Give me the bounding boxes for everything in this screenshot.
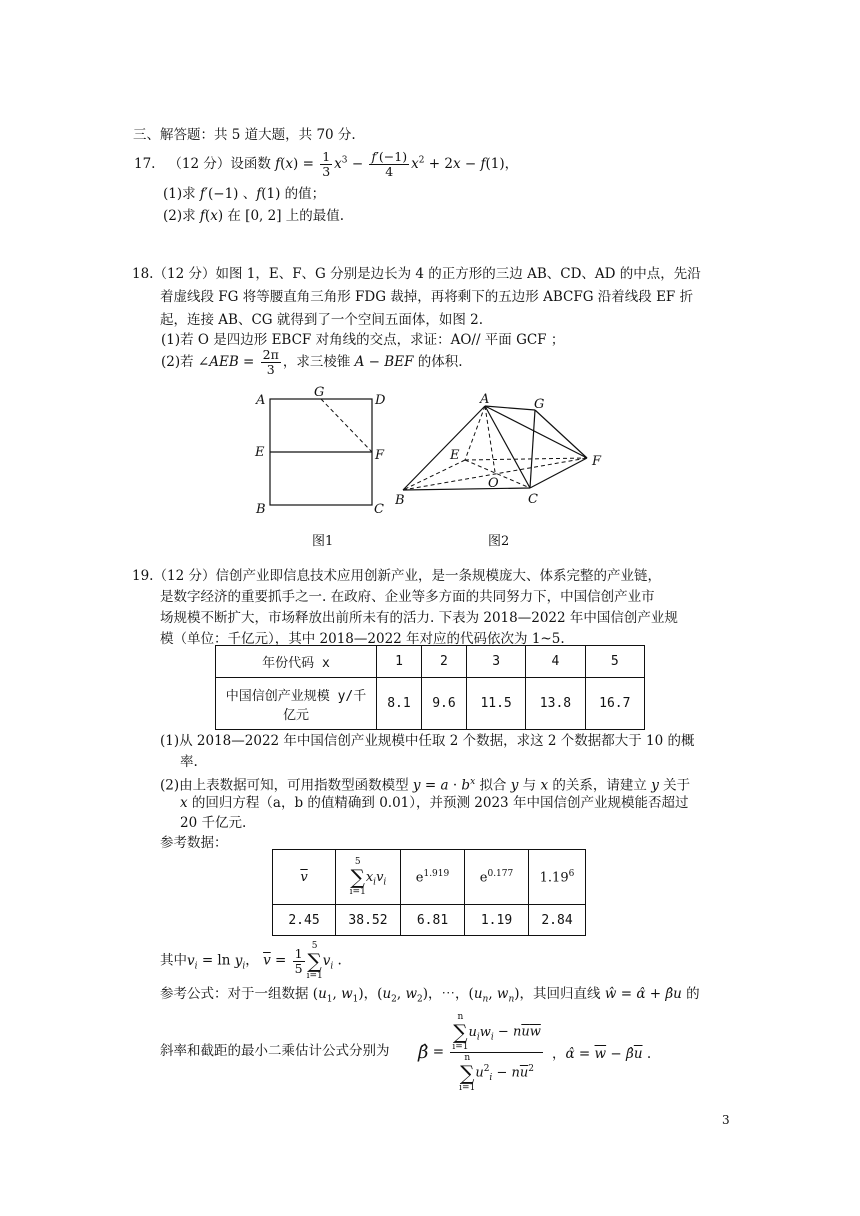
- q19-formula-intro: 参考公式：对于一组数据 ($u_1$, $w_1$)，($u_2$, $w_2$)，⋯，($u_n$, $w_n$)，其回归直线 ŵ = α̂ + β̂u 的: [160, 986, 700, 1005]
- fig2-label-G: G: [534, 397, 545, 412]
- fig2-label-A: A: [480, 392, 490, 407]
- page-number: 3: [722, 1113, 730, 1127]
- table1-code-3: 3: [466, 646, 525, 678]
- q18-part1: (1)若 O 是四边形 EBCF 对角线的交点，求证：AO// 平面 GCF ；: [161, 332, 565, 348]
- table2-value-1: 2.45: [273, 905, 336, 936]
- q18-line1: 18.（12 分）如图 1，E、F、G 分别是边长为 4 的正方形的三边 AB、CD、AD 的中点，先沿: [132, 266, 701, 282]
- table2-header-e2: $e^{0.177}$: [465, 850, 529, 905]
- fig2-label-F: F: [592, 454, 602, 469]
- table2-value-5: 2.84: [529, 905, 586, 936]
- table2-header-pow: 1.19$^6$: [529, 850, 586, 905]
- figure-1: [250, 385, 390, 520]
- fig1-label-G: G: [314, 385, 325, 400]
- table1-value-3: 11.5: [466, 678, 525, 730]
- table1-value-1: 8.1: [377, 678, 422, 730]
- table1-value-4: 13.8: [526, 678, 585, 730]
- fig1-label-C: C: [374, 502, 384, 517]
- fig2-label-C: C: [528, 492, 538, 507]
- table2-header-e1: $e^{1.919}$: [401, 850, 465, 905]
- q19-part2-b: x 的回归方程（a，b 的值精确到 0.01），并预测 2023 年中国信创产业规模能否超过: [180, 795, 689, 811]
- q19-line3: 场规模不断扩大，市场释放出前所未有的活力. 下表为 2018—2022 年中国信创产业规: [160, 610, 678, 626]
- q19-line1: 19.（12 分）信创产业即信息技术应用创新产业，是一条规模庞大、体系完整的产业链，: [132, 568, 661, 584]
- table1-code-2: 2: [421, 646, 466, 678]
- q19-line2: 是数字经济的重要抓手之一. 在政府、企业等多方面的共同努力下，中国信创产业市: [160, 589, 655, 605]
- fig2-label-B: B: [395, 493, 405, 508]
- table2-header-sum: 5 ∑ $i=1x_iv_i$: [336, 850, 401, 905]
- beta-formula: β̂ = n ∑ $i=1u_iw_i - n\overline{u}\overline{w}$ n ∑ $i=1u^2_i - n\overline{u}^2$: [418, 1012, 541, 1093]
- table1-code-5: 5: [585, 646, 644, 678]
- fig1-label-B: B: [256, 502, 266, 517]
- section-heading: 三、解答题：共 5 道大题，共 70 分.: [133, 127, 356, 143]
- fig2-label-O: O: [488, 476, 499, 491]
- fig1-caption: 图1: [312, 534, 334, 549]
- table1-value-2: 9.6: [421, 678, 466, 730]
- q18-line3: 起，连接 AB、CG 就得到了一个空间五面体，如图 2.: [160, 312, 484, 328]
- q17-stem: 17. （12 分）设函数 f(x) = $\frac{1}{3}$ $x^3$ − $\frac{f'(-1)}{4}$ $x^2 + 2x - f(1)$，: [134, 149, 519, 179]
- fig1-label-E: E: [255, 445, 265, 460]
- table1-header-y: 中国信创产业规模 y/千 亿元: [216, 678, 377, 730]
- q19-where: 其中$v_i = \ln y_i$， $\overline{v}$ = $\frac{1}{5}$ 5 ∑ $i=1v_i$ .: [160, 941, 342, 981]
- q19-part1-a: (1)从 2018—2022 年中国信创产业规模中任取 2 个数据，求这 2 个数据都大于 10 的概: [160, 733, 695, 749]
- table2-value-2: 38.52: [336, 905, 401, 936]
- q19-formula-line2: 斜率和截距的最小二乘估计公式分别为: [160, 1043, 390, 1059]
- q19-ref-label: 参考数据：: [160, 835, 228, 851]
- fig1-label-A: A: [256, 393, 266, 408]
- q19-data-table: [215, 645, 645, 730]
- q18-part2: (2)若 ∠AEB = $\frac{2\pi}{3}$ ，求三棱锥 A − BEF 的体积.: [161, 347, 463, 377]
- figure-2: [395, 390, 615, 515]
- table1-code-1: 1: [377, 646, 422, 678]
- table1-header-x: 年份代码 x: [216, 646, 377, 678]
- q19-part2-c: 20 千亿元.: [180, 815, 247, 831]
- fig1-label-F: F: [375, 448, 385, 463]
- q19-reference-table: [272, 849, 586, 936]
- alpha-formula: ，α̂ = $\overline{w}$ − $\betâ\overline{u}$ .: [552, 1046, 652, 1062]
- table1-code-4: 4: [526, 646, 585, 678]
- q19-part1-b: 率.: [180, 754, 198, 770]
- table2-value-4: 1.19: [465, 905, 529, 936]
- q19-line4: 模（单位：千亿元），其中 2018—2022 年对应的代码依次为 1~5.: [160, 631, 565, 647]
- table2-value-3: 6.81: [401, 905, 465, 936]
- q17-part2: (2)求 f(x) 在 [0, 2] 上的最值.: [163, 208, 345, 224]
- fig1-label-D: D: [375, 393, 386, 408]
- q19-part2-a: (2)由上表数据可知，可用指数型函数模型 $y = a \cdot b^x$ 拟合 y 与 x 的关系，请建立 y 关于: [160, 777, 691, 794]
- q17-part1: (1)求 f′(−1) 、f(1) 的值；: [163, 186, 326, 202]
- fig2-label-E: E: [450, 448, 460, 463]
- table2-header-vbar: $\overline{v}$: [273, 850, 336, 905]
- q18-line2: 着虚线段 FG 将等腰直角三角形 FDG 裁掉，再将剩下的五边形 ABCFG 沿着线段 EF 折: [160, 289, 694, 305]
- fig2-caption: 图2: [488, 534, 510, 549]
- table1-value-5: 16.7: [585, 678, 644, 730]
